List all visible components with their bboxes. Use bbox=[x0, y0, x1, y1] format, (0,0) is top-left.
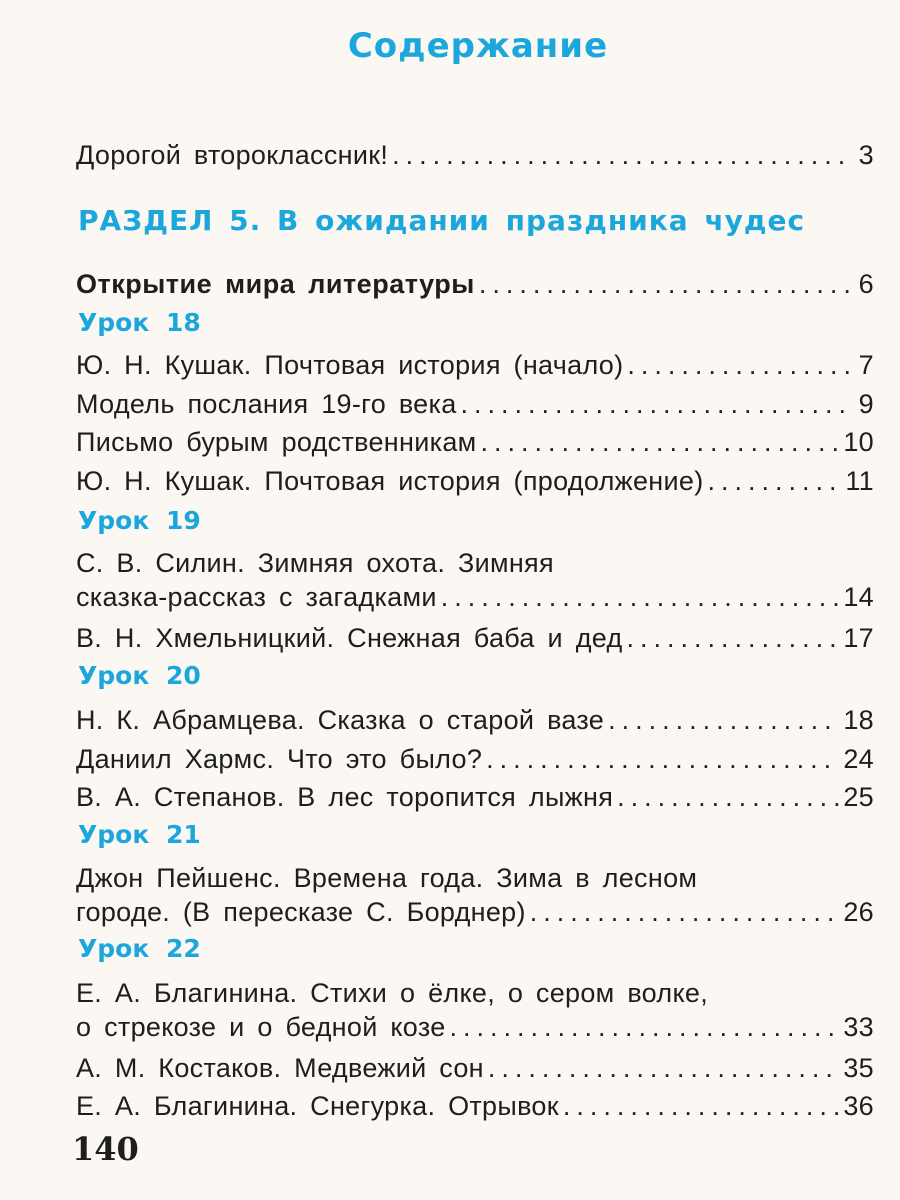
dot-leader bbox=[488, 1051, 839, 1085]
entry-page: 10 bbox=[843, 427, 874, 457]
dot-leader bbox=[627, 621, 840, 655]
toc-entry bbox=[76, 387, 874, 421]
toc-entry bbox=[76, 546, 874, 614]
lesson-heading: Урок 18 bbox=[78, 308, 201, 337]
page-number: 140 bbox=[72, 1130, 139, 1168]
dot-leader bbox=[563, 1089, 840, 1123]
entry-title: А. М. Костаков. Медвежий сон bbox=[76, 1053, 484, 1083]
entry-title: о стрекозе и о бедной козе bbox=[76, 1012, 446, 1042]
lesson-heading: Урок 21 bbox=[78, 820, 201, 849]
lesson-heading: Урок 20 bbox=[78, 661, 201, 690]
entry-page: 33 bbox=[843, 1012, 874, 1042]
entry-title: Ю. Н. Кушак. Почтовая история (продолжение) bbox=[76, 466, 704, 496]
entry-page: 35 bbox=[843, 1053, 874, 1083]
toc-entry bbox=[76, 348, 874, 382]
entry-title: Джон Пейшенс. Времена года. Зима в лесном bbox=[76, 863, 698, 893]
dot-leader bbox=[617, 780, 839, 814]
toc-entry bbox=[76, 780, 874, 814]
entry-page: 9 bbox=[858, 389, 874, 419]
toc-entry-subsection bbox=[76, 267, 874, 301]
dot-leader bbox=[461, 387, 850, 421]
entry-title: Ю. Н. Кушак. Почтовая история (начало) bbox=[76, 350, 624, 380]
entry-title: Е. А. Благинина. Снегурка. Отрывок bbox=[76, 1091, 559, 1121]
entry-title: сказка-рассказ с загадками bbox=[76, 582, 437, 612]
toc-entry bbox=[76, 861, 874, 929]
section-title: РАЗДЕЛ 5. В ожидании праздника чудес bbox=[78, 204, 806, 237]
entry-title: Открытие мира литературы bbox=[76, 269, 475, 299]
entry-title: Н. К. Абрамцева. Сказка о старой вазе bbox=[76, 705, 605, 735]
toc-entry bbox=[76, 425, 874, 459]
lesson-heading: Урок 19 bbox=[78, 506, 201, 535]
dot-leader bbox=[392, 138, 850, 172]
entry-page: 17 bbox=[843, 623, 874, 653]
toc-entry-intro bbox=[76, 138, 874, 172]
entry-page: 14 bbox=[843, 582, 874, 612]
entry-page: 6 bbox=[858, 269, 874, 299]
entry-title: В. Н. Хмельницкий. Снежная баба и дед bbox=[76, 623, 623, 653]
entry-page: 11 bbox=[845, 466, 874, 496]
entry-title: С. В. Силин. Зимняя охота. Зимняя bbox=[76, 548, 554, 578]
dot-leader bbox=[627, 348, 850, 382]
page-title: Содержание bbox=[347, 26, 609, 66]
entry-title: городе. (В пересказе С. Борднер) bbox=[76, 897, 526, 927]
dot-leader bbox=[450, 1010, 840, 1044]
entry-title: В. А. Степанов. В лес торопится лыжня bbox=[76, 782, 614, 812]
entry-page: 25 bbox=[843, 782, 874, 812]
dot-leader bbox=[486, 742, 839, 776]
dot-leader bbox=[441, 580, 840, 614]
entry-page: 3 bbox=[858, 140, 874, 170]
entry-title: Даниил Хармс. Что это было? bbox=[76, 744, 483, 774]
toc-entry bbox=[76, 1051, 874, 1085]
toc-entry bbox=[76, 703, 874, 737]
entry-title: Дорогой второклассник! bbox=[76, 140, 389, 170]
dot-leader bbox=[530, 895, 840, 929]
toc-entry bbox=[76, 1089, 874, 1123]
toc-entry bbox=[76, 976, 874, 1044]
entry-page: 18 bbox=[843, 705, 874, 735]
dot-leader bbox=[608, 703, 839, 737]
toc-entry bbox=[76, 621, 874, 655]
entry-page: 24 bbox=[843, 744, 874, 774]
toc-entry bbox=[76, 742, 874, 776]
entry-title: Е. А. Благинина. Стихи о ёлке, о сером волке, bbox=[76, 978, 708, 1008]
entry-page: 26 bbox=[843, 897, 874, 927]
dot-leader bbox=[708, 464, 842, 498]
toc-entry bbox=[76, 464, 874, 498]
dot-leader bbox=[481, 425, 840, 459]
dot-leader bbox=[479, 267, 850, 301]
entry-title: Письмо бурым родственникам bbox=[76, 427, 477, 457]
entry-page: 7 bbox=[858, 350, 874, 380]
entry-page: 36 bbox=[843, 1091, 874, 1121]
entry-title: Модель послания 19-го века bbox=[76, 389, 457, 419]
lesson-heading: Урок 22 bbox=[78, 934, 201, 963]
